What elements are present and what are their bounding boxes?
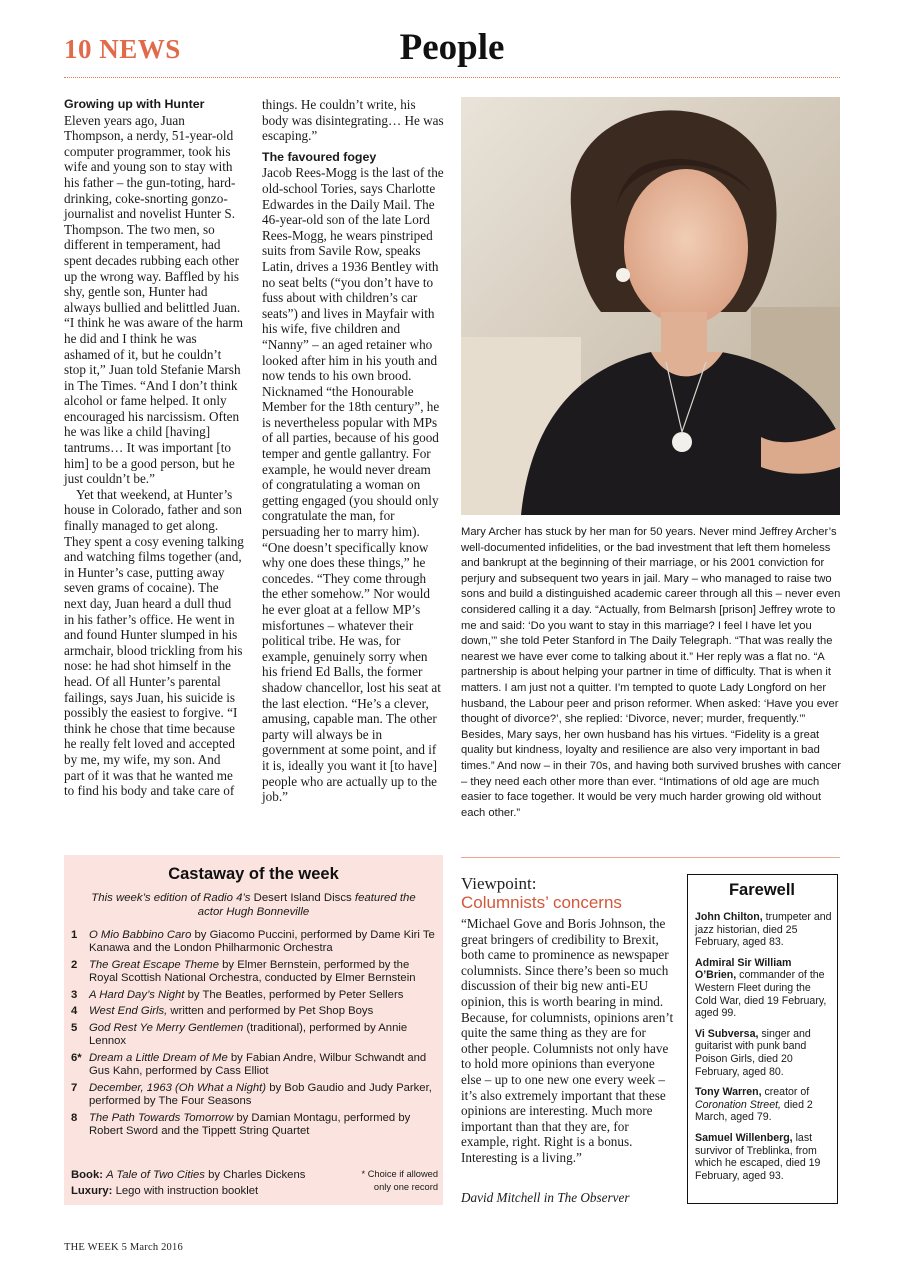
track-number: 2 xyxy=(71,958,78,971)
hunter-paragraph-3: things. He couldn’t write, his body was disintegrating… He was escaping.” xyxy=(262,97,444,144)
viewpoint-source: David Mitchell in The Observer xyxy=(461,1190,630,1205)
track-details: by Giacomo Puccini, performed by Dame Kiri Te Kanawa and the London Philharmonic Orchestra xyxy=(89,929,435,955)
castaway-book xyxy=(71,1167,305,1183)
track-number: 3 xyxy=(71,988,78,1001)
hunter-heading: Growing up with Hunter xyxy=(64,97,205,111)
track-title: God Rest Ye Merry Gentlemen xyxy=(89,1021,244,1034)
track-number: 5 xyxy=(71,1021,78,1034)
list-item xyxy=(695,957,833,1020)
track-title: O Mio Babbino Caro xyxy=(89,929,192,941)
list-item xyxy=(71,1082,435,1109)
hunter-article xyxy=(64,97,244,799)
list-item xyxy=(71,1052,435,1079)
track-number: 7 xyxy=(71,1081,78,1094)
viewpoint-body: “Michael Gove and Boris Johnson, the great bringers of credibility to Brexit, both came to prominence as newspaper columnists. Since there’s been so much discussion of their big new anti-EU opinion, this is worth bearing in mind. Because, for columnists, opinions aren’t quite the same thing as they are for other people. Columnists not only have to hold more opinions than everyone else – up to one new one every week – it’s also extremely important that these opinions are interesting. Much more important than that they are, for example, right. Right is a bonus. Interesting is a living.” xyxy=(461,916,674,1165)
track-details: by Elmer Bernstein, performed by the Royal Scottish National Orchestra, conducted by Elmer Bernstein xyxy=(89,958,416,985)
page-footer: THE WEEK 5 March 2016 xyxy=(64,1242,183,1253)
list-item xyxy=(71,1112,435,1139)
book-title: A Tale of Two Cities xyxy=(106,1169,205,1181)
fogey-column xyxy=(262,97,444,805)
obituary-name: Admiral Sir William O’Brien, xyxy=(695,956,792,982)
list-item xyxy=(695,1132,833,1182)
castaway-title: Castaway of the week xyxy=(168,865,339,883)
viewpoint-title: Columnists’ concerns xyxy=(461,893,622,912)
track-details: by Bob Gaudio and Judy Parker, performed by The Four Seasons xyxy=(89,1081,432,1108)
track-details: by The Beatles, performed by Peter Sellers xyxy=(184,988,404,1001)
fogey-heading: The favoured fogey xyxy=(262,149,377,164)
track-number: 8 xyxy=(71,1111,78,1124)
mary-archer-photo xyxy=(461,97,840,515)
obituary-work-title: Coronation Street, xyxy=(695,1098,781,1111)
farewell-box xyxy=(687,874,838,1204)
list-item xyxy=(695,1028,833,1078)
book-label: Book: xyxy=(71,1169,104,1181)
obituary-details: creator of xyxy=(761,1086,810,1099)
list-item xyxy=(695,1086,833,1124)
mary-archer-text: Mary Archer has stuck by her man for 50 years. Never mind Jeffrey Archer’s well-documented infidelities, or the bad investment that left them homeless and bankrupt at the beginning of their marriage, or his 2001 conviction for perjury and subsequent two years in jail. Mary – who managed to raise two sons and build a distinguished academic career through all this – never even considered calling it a day. “Actually, from Belmarsh [prison] Jeffrey wrote to me and said: ‘Do you want to stay in this marriage? I feel I have let you down,’” she told Peter Stanford in The Daily Telegraph. “That was really the nearest we have ever come to talking about it.” Her reply was a flat no. “A partnership is about helping your partner in time of difficulty. That is when it matters. I am just not a quitter. I’m tempted to quote Lady Longford on her husband, the Labour peer and prison reformer. When asked: ‘Have you ever thought of divorce?’, she replied: ‘Divorce, never; murder, frequently.’” Besides, Mary says, her own husband has his virtues. “Fidelity is a great quality but kindness, loyalty and resilience are also very important in bad times.” And now – in their 70s, and having both survived brushes with cancer – they need each other more than ever. “Intimations of old age are much easier to face together. It would be very much harder growing old without each other.” xyxy=(461,526,841,819)
track-details: written and performed by Pet Shop Boys xyxy=(167,1005,374,1018)
list-item xyxy=(71,929,435,956)
track-details: by Damian Montagu, performed by Robert Sword and the Tippett String Quartet xyxy=(89,1111,411,1137)
farewell-list xyxy=(695,911,833,1190)
castaway-intro xyxy=(80,891,427,919)
obituary-details: trumpeter and jazz historian, died 25 February, aged 83. xyxy=(695,911,832,949)
list-item xyxy=(71,959,435,986)
list-item xyxy=(695,911,833,949)
castaway-luxury xyxy=(71,1183,305,1199)
fogey-paragraph: Jacob Rees-Mogg is the last of the old-school Tories, says Charlotte Edwardes in the Daily Mail. The 46-year-old son of the late Lord Rees-Mogg, he wears pinstriped suits from Savile Row, speaks Latin, drives a 1936 Bentley with no seat belts (“you don’t have to fuss about with children’s car seats”) and lives in Mayfair with his wife, five children and “Nanny” – an aged retainer who looked after him in his youth and now tends to his own brood. Nicknamed “the Honourable Member for the 18th century”, he is nevertheless popular with MPs of all parties, because of his good temper and gentle gallantry. For example, he would never dream of congratulating a woman on getting engaged (you should only congratulate the man, for persuading her to marry him). “One doesn’t specifically know why one does these things,” he concedes. “They come through the ether somehow.” Nor would he ever gloat at a fellow MP’s misfortunes – whatever their political tribe. He was, for example, genuinely sorry when his friend Ed Balls, the former shadow chancellor, lost his seat at the last election. “He’s a clever, amusing, capable man. The other party will always be in government at some point, and if it is, ideally you want it [to have] people who are actually up to the job.” xyxy=(262,165,444,805)
castaway-intro-part: featured the actor Hugh Bonneville xyxy=(197,892,416,918)
obituary-name: Vi Subversa, xyxy=(695,1027,759,1040)
section-number: 10 NEWS xyxy=(64,34,181,64)
obituary-details: commander of the Western Fleet during the Cold War, died 19 February, aged 99. xyxy=(695,969,827,1020)
track-number: 4 xyxy=(71,1005,78,1018)
castaway-intro-part: This week’s edition of Radio 4’s xyxy=(91,892,254,904)
page-title: People xyxy=(399,27,505,68)
castaway-box xyxy=(64,855,443,1205)
obituary-details: died 2 March, aged 79. xyxy=(695,1098,813,1124)
track-details: (traditional), performed by Annie Lennox xyxy=(89,1021,408,1048)
track-number: 6* xyxy=(71,1051,82,1064)
luxury-label: Luxury: xyxy=(71,1185,113,1197)
track-number: 1 xyxy=(71,929,78,941)
castaway-track-list xyxy=(71,929,435,1142)
castaway-footnote: * Choice if allowed only one record xyxy=(361,1169,438,1192)
track-title: December, 1963 (Oh What a Night) xyxy=(89,1081,267,1094)
hunter-paragraph-2: Yet that weekend, at Hunter’s house in Colorado, father and son finally managed to get along. They spent a cosy evening talking and watching films together (and, in Hunter’s case, putting away seven grams of cocaine). The next day, Juan heard a dull thud in his father’s office. He went in and found Hunter slumped in his armchair, blood trickling from his nose: he had shot himself in the head. Of all Hunter’s parental failings, says Juan, his suicide is possibly the easiest to forgive. “I think he chose that time because he really felt loved and accepted by me, my wife, my son. And part of it was that he wanted me to find his body and take care of xyxy=(64,486,244,799)
track-title: Dream a Little Dream of Me xyxy=(89,1051,228,1064)
track-title: A Hard Day’s Night xyxy=(89,988,185,1001)
hunter-paragraph-1: Eleven years ago, Juan Thompson, a nerdy, 51-year-old computer programmer, took his wife and young son to stay with his father – the gun-toting, hard-drinking, coke-snorting gonzo-journalist and novelist Hunter S. Thompson. The two men, so different in temperament, had spent decades rubbing each other up the wrong way. Baffled by his shy, gentle son, Hunter had always bullied and belittled Juan. “I think he was aware of the harm he did and I think he was ashamed of it, but he couldn’t stop it,” Juan told Stefanie Marsh in The Times. “And I don’t think alcohol or fame helped. It only encouraged his narcissism. Often he was like a child [having] tantrums… It was important [to him] to be a good person, but he just couldn’t be.” xyxy=(64,112,244,487)
castaway-book-luxury xyxy=(71,1167,305,1199)
track-title: The Path Towards Tomorrow xyxy=(89,1111,234,1124)
obituary-details: singer and guitarist with punk band Poison Girls, died 20 February, aged 80. xyxy=(695,1027,811,1078)
track-title: West End Girls, xyxy=(89,1005,168,1018)
track-details: by Fabian Andre, Wilbur Schwandt and Gus Kahn, performed by Cass Elliot xyxy=(89,1051,427,1078)
viewpoint-label: Viewpoint: xyxy=(461,874,537,893)
header-divider xyxy=(64,77,840,78)
list-item xyxy=(71,1022,435,1049)
track-title: The Great Escape Theme xyxy=(89,958,219,971)
obituary-details: last survivor of Treblinka, from which he escaped, died 19 February, aged 93. xyxy=(695,1131,821,1182)
obituary-name: John Chilton, xyxy=(695,911,763,923)
obituary-name: Tony Warren, xyxy=(695,1086,762,1099)
section-divider xyxy=(461,857,840,858)
farewell-title: Farewell xyxy=(728,881,796,899)
list-item xyxy=(71,1005,435,1018)
programme-name: Desert Island Discs xyxy=(253,892,352,904)
luxury-value: Lego with instruction booklet xyxy=(115,1185,259,1197)
mary-archer-article xyxy=(461,525,842,821)
list-item xyxy=(71,989,435,1002)
book-author: by Charles Dickens xyxy=(204,1169,306,1181)
obituary-name: Samuel Willenberg, xyxy=(695,1131,793,1144)
